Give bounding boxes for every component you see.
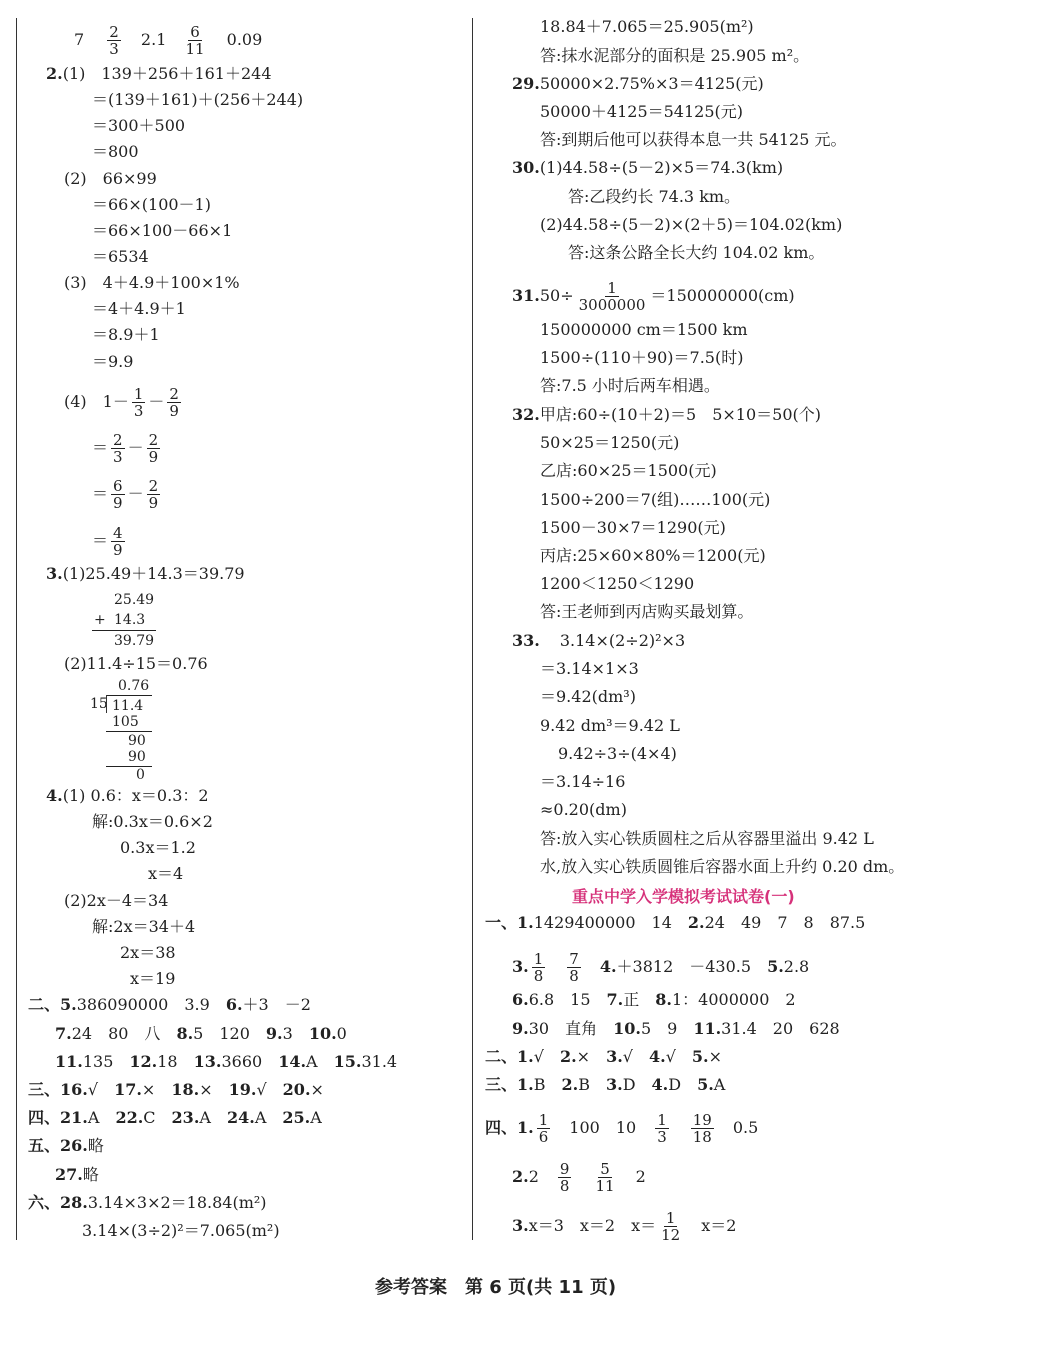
page-footer: 参考答案 第 6 页(共 11 页) [375, 1277, 617, 1298]
r-line: 18.84＋7.065＝25.905(m²) [540, 17, 754, 36]
fraction: $\frac{2}{3}$ [109, 23, 119, 58]
value: 2.1 [140, 30, 167, 49]
exam-row-1: 一、1.1429400000 14 2.24 49 7 8 87.5 [485, 913, 866, 932]
vertical-line [92, 630, 156, 631]
exam-row-9: 3.x＝3 x＝2 x＝ $\frac{1}{12}$ x＝2 [512, 1209, 737, 1244]
step: ＝4＋4.9＋1 [92, 299, 186, 318]
value: 7 [74, 30, 85, 49]
row-fractions [74, 24, 262, 57]
q4-1 [46, 786, 209, 806]
left-border [16, 18, 17, 1240]
r-line: 1500－30×7＝1290(元) [540, 518, 726, 537]
step: ＝300＋500 [92, 116, 186, 135]
section-5-row-2: 27.略 [55, 1165, 99, 1184]
section-4-row: 四、21.A 22.C 23.A 24.A 25.A [28, 1108, 322, 1127]
q2-3: (3) 4＋4.9＋100×1% [64, 273, 240, 292]
question-number: 2. [46, 64, 63, 83]
step: 0.3x＝1.2 [120, 838, 196, 857]
section-2-row-2: 7.24 80 八 8.5 120 9.3 10.0 [55, 1024, 347, 1043]
q31: 31.50÷ $\frac{1}{3000000}$ ＝150000000(cm) [512, 279, 795, 314]
vertical-addend: 14.3 [114, 612, 146, 628]
q33: 33. 3.14×(2÷2)²×3 [512, 631, 686, 650]
step: 解:2x＝34＋4 [92, 917, 196, 936]
fraction: $\frac{2}{9}$ [148, 431, 159, 466]
value: 0.09 [226, 30, 263, 49]
fraction: $\frac{9}{8}$ [559, 1160, 570, 1195]
answer-line: 答:这条公路全长大约 104.02 km。 [568, 243, 825, 262]
q2-2: (2) 66×99 [64, 169, 157, 188]
fraction: $\frac{6}{9}$ [113, 477, 123, 512]
division-dividend: 11.4 [112, 698, 144, 714]
r-line: 1500÷(110＋90)＝7.5(时) [540, 348, 744, 367]
q2-4: (4) 1－ $\frac{1}{3}$ － $\frac{2}{9}$ [64, 385, 179, 420]
step: ＝66×100－66×1 [92, 221, 233, 240]
r-line: 50000＋4125＝54125(元) [540, 102, 744, 121]
section-6-row-2: 3.14×(3÷2)²＝7.065(m²) [82, 1221, 280, 1240]
q2-1 [46, 64, 272, 84]
step: ＝ $\frac{4}{9}$ [92, 524, 123, 559]
division-line [106, 731, 152, 732]
expression: (1) 139＋256＋161＋244 [62, 64, 272, 83]
fraction: $\frac{6}{11}$ [185, 23, 205, 58]
division-bar [106, 695, 152, 696]
r-line: 150000000 cm＝1500 km [540, 320, 748, 339]
division-step: 90 [128, 749, 146, 765]
section-6-row-1: 六、28.3.14×3×2＝18.84(m²) [28, 1193, 267, 1212]
expression: (4) 1－ [64, 392, 129, 411]
question-number: 4. [46, 786, 63, 805]
vertical-addend: 25.49 [114, 592, 155, 608]
r-line: 1500÷200＝7(组)……100(元) [540, 490, 771, 509]
section-3-row: 三、16.√ 17.× 18.× 19.√ 20.× [28, 1080, 324, 1099]
r-line: ＝3.14÷16 [540, 772, 626, 791]
expression: (1)25.49＋14.3＝39.79 [62, 564, 245, 583]
fraction: $\frac{4}{9}$ [113, 524, 123, 559]
q32: 32.甲店:60÷(10＋2)＝5 5×10＝50(个) [512, 405, 821, 424]
section-5-row-1: 五、26.略 [28, 1136, 104, 1155]
fraction: $\frac{2}{3}$ [113, 431, 123, 466]
vertical-sum: 39.79 [114, 633, 155, 649]
step: ＝9.9 [92, 352, 134, 371]
step: x＝19 [130, 969, 176, 988]
division-quotient: 0.76 [118, 678, 150, 694]
fraction: $\frac{19}{18}$ [692, 1111, 712, 1146]
step: 2x＝38 [120, 943, 176, 962]
vertical-plus: + [94, 612, 106, 628]
exam-row-4: 9.30 直角 10.5 9 11.31.4 20 628 [512, 1019, 840, 1038]
expression: (1) 0.6：x＝0.3：2 [62, 786, 209, 805]
r-line: 9.42÷3÷(4×4) [558, 744, 677, 763]
answer-line: 答:放入实心铁质圆柱之后从容器里溢出 9.42 L [540, 829, 874, 848]
step: ＝ $\frac{2}{3}$ － $\frac{2}{9}$ [92, 431, 159, 466]
fraction: $\frac{1}{12}$ [661, 1209, 681, 1244]
step: ＝ $\frac{6}{9}$ － $\frac{2}{9}$ [92, 477, 159, 512]
step: ＝6534 [92, 247, 149, 266]
step: x＝4 [148, 864, 184, 883]
step: ＝66×(100－1) [92, 195, 211, 214]
answer-line: 水,放入实心铁质圆锥后容器水面上升约 0.20 dm。 [540, 857, 905, 876]
exam-row-5: 二、1.√ 2.× 3.√ 4.√ 5.× [485, 1047, 723, 1066]
question-number: 3. [46, 564, 63, 583]
answer-line: 答:7.5 小时后两车相遇。 [540, 376, 720, 395]
r-line: 9.42 dm³＝9.42 L [540, 716, 680, 735]
section-2-row-3: 11.135 12.18 13.3660 14.A 15.31.4 [55, 1052, 398, 1071]
exam-row-7: 四、1. $\frac{1}{6}$ 100 10 $\frac{1}{3}$ $\frac{19}{18}$ 0.5 [485, 1111, 759, 1146]
q3-1 [46, 564, 245, 584]
r-line: 50×25＝1250(元) [540, 433, 680, 452]
r-line: 1200＜1250＜1290 [540, 574, 695, 593]
division-bracket [106, 695, 107, 713]
q3-2: (2)11.4÷15＝0.76 [64, 654, 208, 673]
exam-row-6: 三、1.B 2.B 3.D 4.D 5.A [485, 1075, 726, 1094]
section-2-row-1: 二、5.386090000 3.9 6.＋3 －2 [28, 995, 311, 1014]
fraction: $\frac{1}{6}$ [538, 1111, 549, 1146]
r-line: 丙店:25×60×80%＝1200(元) [540, 546, 766, 565]
answer-line: 答:抹水泥部分的面积是 25.905 m²。 [540, 46, 810, 65]
division-divisor: 15 [90, 696, 108, 712]
step: ＝8.9＋1 [92, 325, 160, 344]
fraction: $\frac{2}{9}$ [169, 385, 179, 420]
r-line: ＝3.14×1×3 [540, 659, 639, 678]
r-line: 乙店:60×25＝1500(元) [540, 461, 717, 480]
division-line [106, 766, 152, 767]
q29: 29.50000×2.75%×3＝4125(元) [512, 74, 764, 93]
exam-row-2: 3. $\frac{1}{8}$ $\frac{7}{8}$ 4.＋3812 －430.5 5.2.8 [512, 950, 810, 985]
division-remainder: 0 [136, 767, 145, 783]
r-line: ≈0.20(dm) [540, 800, 627, 819]
division-step: 90 [128, 733, 146, 749]
fraction: $\frac{1}{3}$ [133, 385, 144, 420]
step: ＝800 [92, 142, 139, 161]
step: ＝(139＋161)＋(256＋244) [92, 90, 304, 109]
answer-line: 答:到期后他可以获得本息一共 54125 元。 [540, 130, 847, 149]
q30: 30.(1)44.58÷(5－2)×5＝74.3(km) [512, 158, 784, 177]
fraction: $\frac{1}{3}$ [657, 1111, 667, 1146]
r-line: (2)44.58÷(5－2)×(2＋5)＝104.02(km) [540, 215, 843, 234]
exam-row-3: 6.6.8 15 7.正 8.1：4000000 2 [512, 990, 796, 1009]
step: 解:0.3x＝0.6×2 [92, 812, 213, 831]
fraction: $\frac{7}{8}$ [569, 950, 579, 985]
section-title: 重点中学入学模拟考试试卷(一) [572, 887, 795, 906]
fraction: $\frac{5}{11}$ [595, 1160, 615, 1195]
division-step: 105 [112, 714, 139, 730]
fraction: $\frac{1}{3000000}$ [578, 279, 646, 314]
q4-2: (2)2x－4＝34 [64, 891, 169, 910]
answer-line: 答:王老师到丙店购买最划算。 [540, 602, 754, 621]
fraction: $\frac{1}{8}$ [533, 950, 544, 985]
column-divider [472, 18, 473, 1240]
r-line: ＝9.42(dm³) [540, 687, 636, 706]
fraction: $\frac{2}{9}$ [148, 477, 159, 512]
exam-row-8: 2.2 $\frac{9}{8}$ $\frac{5}{11}$ 2 [512, 1160, 646, 1195]
answer-line: 答:乙段约长 74.3 km。 [568, 187, 741, 206]
